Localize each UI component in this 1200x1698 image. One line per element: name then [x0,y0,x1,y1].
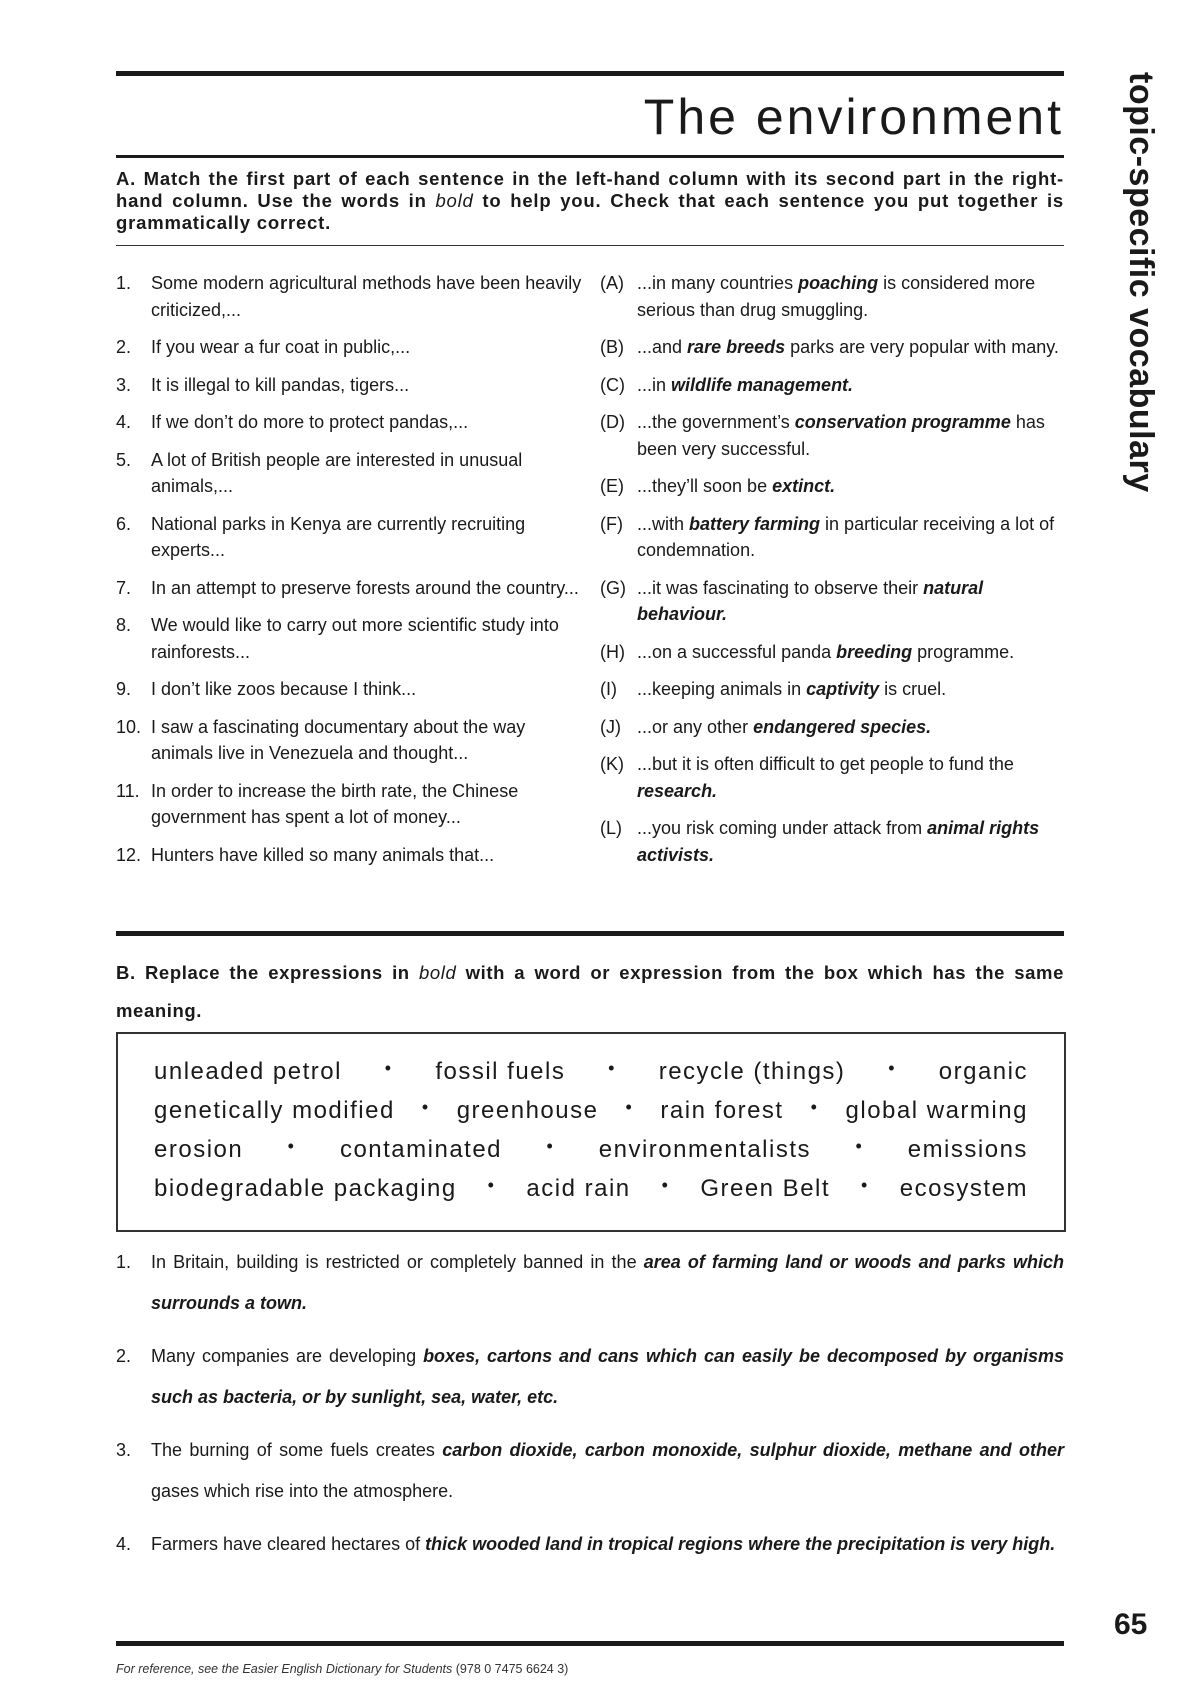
item-letter: (H) [600,641,625,662]
list-item [600,270,1070,323]
bold-term: breeding [836,641,913,662]
sentence-endings-list [600,270,1070,879]
item-text [600,676,1070,703]
page-number: 65 [1114,1608,1148,1641]
list-item [600,409,1070,462]
bold-term: conservation programme [794,412,1011,432]
item-letter: (B) [600,337,624,357]
item-number: 1. [116,273,132,293]
word-box-line [154,1136,1028,1164]
bold-expression: carbon dioxide, carbon monoxide, sulphur dioxide, methane and other [442,1440,1064,1460]
text-fragment: has been very successful. [637,412,1045,459]
item-letter: (L) [600,818,622,838]
text-fragment: parks are very popular with many. [785,337,1059,357]
list-item [116,1242,1064,1324]
text-fragment: ...you risk coming under attack from [637,818,928,838]
item-letter: (F) [600,513,623,534]
bullet-separator: • [661,1175,670,1195]
item-letter: (D) [600,412,625,432]
item-text [600,409,1070,462]
bold-term: endangered species. [753,716,932,737]
bold-term: rare breeds [687,337,786,357]
text-fragment: is cruel. [879,679,947,699]
word-box-line [154,1175,1028,1203]
item-text [600,751,1070,804]
item-text: I saw a fascinating documentary about the way animals live in Venezuela and thought... [151,716,526,763]
bullet-separator: • [546,1136,555,1156]
item-number: 7. [116,577,132,598]
word-option: rain forest [660,1097,784,1124]
text-fragment: Farmers have cleared hectares of [151,1534,426,1554]
word-box-line [154,1058,1028,1086]
list-item [116,1524,1064,1565]
text-fragment: ...they’ll soon be [637,476,773,496]
list-item [116,334,588,361]
list-item [116,409,588,436]
instruction-text: with a word or expression from the box which has the same meaning. [116,962,1064,1021]
bullet-separator: • [625,1097,634,1117]
page-title: The environment [643,89,1064,145]
list-item [116,778,588,831]
word-option: genetically modified [154,1097,395,1124]
list-item [116,511,588,564]
list-item [116,1336,1064,1418]
word-option: environmentalists [598,1136,811,1163]
dictionary-title: Easier English Dictionary for Students [242,1662,453,1676]
instruction-text: to help you. Check that each sentence you put together is grammatically correct. [116,190,1064,233]
word-option: fossil fuels [435,1058,566,1085]
word-option: organic [938,1058,1028,1085]
item-number: 12. [116,844,142,865]
text-fragment: ...but it is often difficult to get people to fund the [637,754,1014,774]
part-a-instructions [116,168,1064,234]
word-option: biodegradable packaging [154,1175,457,1202]
word-option: Green Belt [700,1175,831,1202]
list-item [600,372,1070,399]
item-number: 10. [116,716,142,737]
reference-footer [116,1662,568,1676]
list-item [116,1430,1064,1512]
bold-expression: boxes, cartons and cans which can easily be decomposed by organisms such as bacteria, or by sunlight, sea, water, etc. [151,1346,1065,1407]
text-fragment: ...the government’s [637,412,795,432]
item-text [600,473,1070,500]
text-fragment: ...in many countries [637,273,799,293]
word-box [116,1032,1066,1232]
word-box-line [154,1097,1028,1125]
item-letter: (I) [600,679,617,699]
list-item [600,575,1070,628]
bullet-separator: • [860,1175,869,1195]
bold-term: research. [637,780,718,801]
bottom-rule [116,1641,1064,1646]
side-tab-label: topic-specific vocabulary [1122,72,1160,493]
bullet-separator: • [487,1175,496,1195]
list-item [600,676,1070,703]
bullet-separator: • [888,1058,896,1078]
item-text [600,334,1070,361]
word-option: erosion [154,1136,244,1163]
bullet-separator: • [855,1136,864,1156]
item-text: In an attempt to preserve forests around the country... [151,577,579,598]
text-fragment: ...and [637,337,688,357]
item-number: 1. [116,1252,132,1272]
bullet-separator: • [810,1097,819,1117]
item-number: 2. [116,1346,132,1366]
instructions-rule [116,245,1064,246]
list-item [600,751,1070,804]
item-text [600,270,1070,323]
list-item [600,714,1070,741]
item-text: If you wear a fur coat in public,... [151,337,411,357]
item-text: I don’t like zoos because I think... [151,679,417,699]
bold-term: animal rights activists. [637,818,1040,865]
text-fragment: ...keeping animals in [637,679,807,699]
bold-expression: thick wooded land in tropical regions where the precipitation is very high. [425,1534,1056,1554]
replacement-sentences-list [116,1242,1064,1577]
item-letter: (E) [600,476,624,496]
item-number: 3. [116,374,132,395]
text-fragment: ...in [637,374,672,395]
list-item [116,447,588,500]
bullet-separator: • [287,1136,296,1156]
item-number: 5. [116,449,132,470]
item-number: 2. [116,337,132,357]
sentence-beginnings-list [116,270,588,879]
list-item [600,473,1070,500]
bold-term: poaching [798,273,879,293]
item-number: 3. [116,1440,132,1460]
item-letter: (A) [600,273,624,293]
item-text [600,815,1070,868]
bold-expression: area of farming land or woods and parks which surrounds a town. [151,1252,1064,1313]
word-option: recycle (things) [658,1058,846,1085]
text-fragment: in particular receiving a lot of condemnation. [637,513,1055,560]
item-number: 11. [116,780,140,801]
word-option: greenhouse [456,1097,599,1124]
bold-term: natural behaviour. [637,577,984,624]
text-fragment: is considered more serious than drug smuggling. [637,273,1036,320]
title-rule [116,155,1064,158]
text-fragment: programme. [912,641,1015,662]
list-item [600,815,1070,868]
item-letter: (G) [600,577,626,598]
word-option: global warming [845,1097,1028,1124]
isbn: (978 0 7475 6624 3) [452,1662,569,1676]
instruction-bold-word: bold [418,962,457,983]
item-text: Some modern agricultural methods have been heavily criticized,... [151,273,582,320]
top-rule [116,71,1064,76]
item-number: 9. [116,679,132,699]
list-item [116,676,588,703]
item-text: It is illegal to kill pandas, tigers... [151,374,410,395]
bullet-separator: • [608,1058,616,1078]
item-text [600,714,1070,741]
list-item [600,334,1070,361]
list-item [600,511,1070,564]
item-text [600,511,1070,564]
item-text [600,639,1070,666]
word-option: contaminated [339,1136,503,1163]
item-text: If we don’t do more to protect pandas,... [151,412,469,432]
text-fragment: ...or any other [637,716,754,737]
text-fragment: Many companies are developing [151,1346,424,1366]
text-fragment: ...with [637,513,690,534]
instruction-bold-word: bold [435,190,474,211]
instruction-text: A. Match the first part of each sentence in the left-hand column with its second part in the right-hand column. Use the words in [116,168,1064,211]
list-item [116,575,588,602]
item-letter: (J) [600,716,621,737]
word-option: emissions [907,1136,1028,1163]
text-fragment: ...on a successful panda [637,641,837,662]
bold-term: extinct. [772,476,836,496]
footer-text: For reference, see the [116,1662,243,1676]
item-text: Hunters have killed so many animals that... [151,844,495,865]
bullet-separator: • [421,1097,430,1117]
item-text [600,575,1070,628]
bold-term: captivity [806,679,880,699]
text-fragment: gases which rise into the atmosphere. [151,1481,454,1501]
list-item [116,372,588,399]
instruction-text: B. Replace the expressions in [116,962,419,983]
word-option: unleaded petrol [154,1058,342,1085]
list-item [116,612,588,665]
item-number: 8. [116,615,132,635]
bullet-separator: • [384,1058,393,1078]
list-item [116,714,588,767]
item-number: 4. [116,412,132,432]
list-item [600,639,1070,666]
item-text [600,372,1070,399]
text-fragment: In Britain, building is restricted or completely banned in the [151,1252,644,1272]
item-text: National parks in Kenya are currently recruiting experts... [151,513,526,560]
text-fragment: ...it was fascinating to observe their [637,577,924,598]
bold-term: wildlife management. [671,374,854,395]
item-text: A lot of British people are interested in unusual animals,... [151,449,523,496]
item-number: 4. [116,1534,132,1554]
part-b-instructions [116,954,1064,1030]
list-item [116,270,588,323]
item-letter: (K) [600,754,624,774]
word-option: acid rain [526,1175,631,1202]
item-number: 6. [116,513,132,534]
item-text: We would like to carry out more scientific study into rainforests... [151,615,559,662]
word-option: ecosystem [899,1175,1028,1202]
item-letter: (C) [600,374,625,395]
text-fragment: The burning of some fuels creates [151,1440,443,1460]
item-text: In order to increase the birth rate, the Chinese government has spent a lot of money... [151,780,519,827]
part-b-rule [116,931,1064,936]
list-item [116,842,588,869]
bold-term: battery farming [689,513,821,534]
